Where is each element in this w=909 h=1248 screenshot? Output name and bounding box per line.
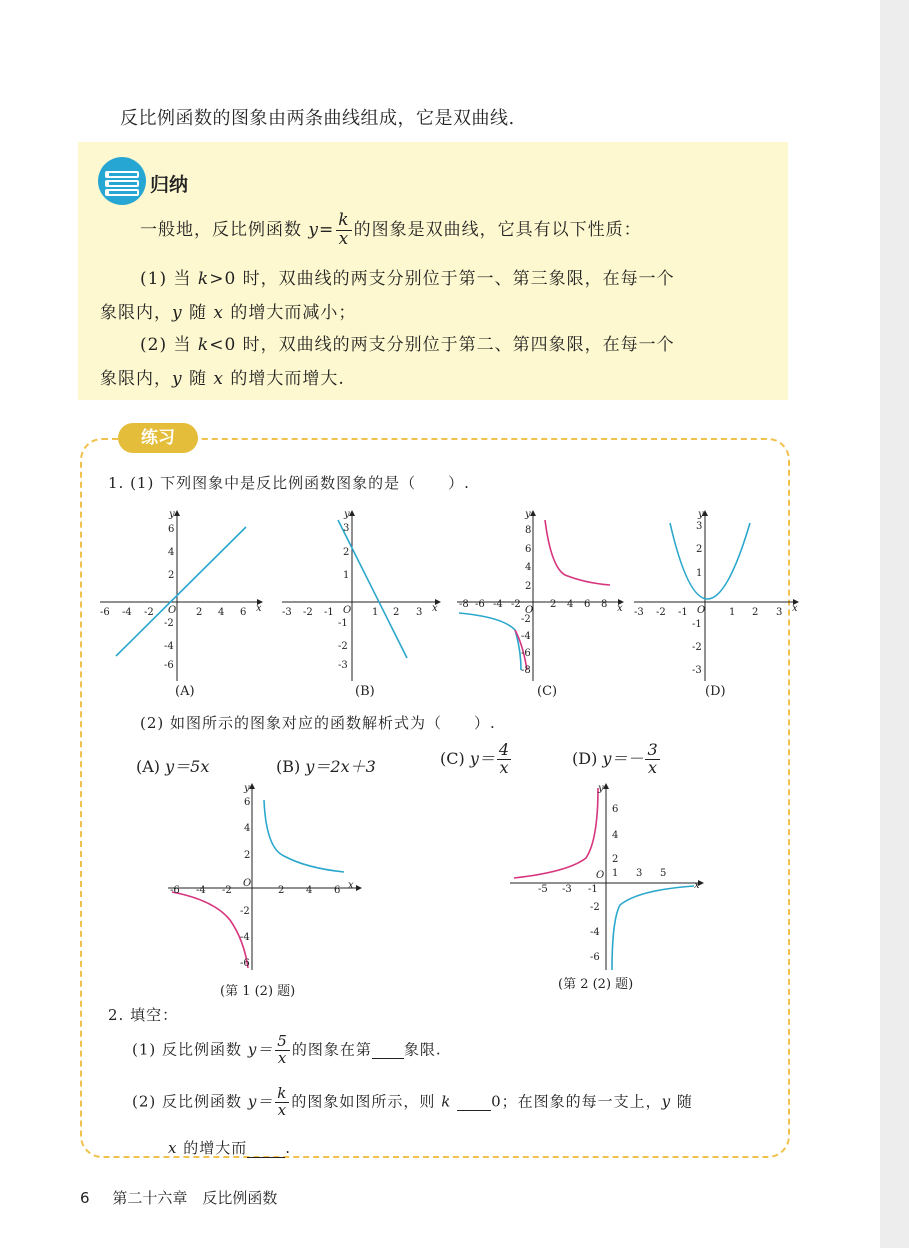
tick-label: -4 [122,607,132,618]
caption-d: (D) [705,684,726,699]
text: 的增大而 [183,1139,248,1157]
text: 的图象如图所示，则 [291,1092,436,1111]
graph-a [98,505,266,685]
text: (2) 反比例函数 [132,1092,243,1111]
figure-1-2 [166,780,366,975]
origin-label: O [243,878,252,889]
tick-label: -2 [240,906,250,917]
tick-label: -4 [521,631,531,642]
y-label: y [344,509,350,520]
eq: = [319,219,335,240]
text: 象限. [403,1040,442,1059]
den: x [277,1100,288,1119]
text: 0；在图象的每一支上， [491,1092,662,1111]
text: (1) 反比例函数 [132,1040,243,1059]
hyperbola-branch-1 [545,520,610,585]
y-label: y [169,509,175,520]
tick-label: 1 [343,570,350,581]
var-y: y [661,1092,672,1111]
answer-blank[interactable] [247,1139,285,1158]
caption-c: (C) [537,684,558,699]
text: 的图象在第 [291,1040,372,1059]
tick-label: -1 [338,618,348,629]
tick-label: 2 [196,607,203,618]
option-label: (B) [276,757,301,776]
practice-badge: 练习 [118,423,198,453]
tick-label: -2 [222,885,232,896]
question-2-1 [132,1034,442,1067]
graph-c [455,505,627,685]
hyperbola-branch-1 [264,800,344,872]
tick-label: -3 [338,660,348,671]
caption-b: (B) [355,684,375,699]
x-label: x [432,603,438,614]
tick-label: 4 [567,599,574,610]
origin-label: O [168,605,177,616]
tick-label: 3 [416,607,423,618]
option-expr: y＝－ [602,748,644,768]
fraction [275,1086,289,1119]
var-x: x [213,369,225,389]
tick-label: -4 [196,885,206,896]
tick-label: 6 [612,804,619,815]
origin-label: O [343,605,352,616]
expr: y＝ [247,1040,274,1059]
line-curve [116,527,246,656]
text: 象限内， [100,303,172,323]
y-label: y [525,509,531,520]
text: 象限内， [100,369,172,389]
figure-1-2-caption: (第 1 (2) 题) [220,984,296,999]
tick-label: 6 [525,544,532,555]
tick-label: -4 [590,927,600,938]
text: 一般地，反比例函数 [140,219,302,240]
summary-para [140,212,642,249]
num: k [338,210,350,230]
fraction [645,742,659,777]
tick-label: 5 [660,868,667,879]
text: <0 时，双曲线的两支分别位于第二、第四象限，在每一个 [209,335,675,355]
summary-title: 归纳 [150,174,189,196]
tick-label: 6 [240,607,247,618]
option-expr: y＝2x＋3 [305,757,376,776]
tick-label: -3 [634,607,644,618]
x-label: x [792,603,798,614]
fraction [497,742,511,777]
text: (1) 当 [140,269,192,289]
intro-text: 反比例函数的图象由两条曲线组成，它是双曲线. [120,108,515,129]
option-c [440,742,513,777]
question-1-2: (2) 如图所示的图象对应的函数解析式为（ ）. [140,714,496,732]
tick-label: 4 [306,885,313,896]
tick-label: 2 [696,544,703,555]
figure-2-2 [508,780,708,975]
tick-label: -6 [590,952,600,963]
tick-label: 6 [584,599,591,610]
tick-label: -4 [493,599,503,610]
tick-label: -1 [588,884,598,895]
var-x: x [213,303,225,323]
page-number: 6 [80,1189,90,1207]
tick-label: -6 [170,885,180,896]
tick-label: 2 [550,599,557,610]
expr: y＝ [247,1092,274,1111]
tick-label: 6 [168,524,175,535]
tick-label: -2 [521,614,531,625]
var-x: x [168,1139,178,1157]
tick-label: 2 [752,607,759,618]
var-k: k [197,269,210,289]
tick-label: 6 [244,797,251,808]
tick-label: -8 [459,599,469,610]
origin-label: O [525,605,534,616]
text: 的增大而增大. [230,369,345,389]
option-label: (C) [440,748,465,768]
tick-label: 3 [696,521,703,532]
tick-label: -2 [590,902,600,913]
fraction [275,1034,290,1067]
tick-label: 1 [729,607,736,618]
summary-item-2 [140,330,675,355]
tick-label: 4 [612,830,619,841]
text: 随 [189,369,208,389]
hyperbola-branch-2 [612,886,694,970]
tick-label: 2 [343,547,350,558]
var-y: y [172,369,183,389]
tick-label: -1 [678,607,688,618]
tick-label: -6 [100,607,110,618]
text: >0 时，双曲线的两支分别位于第一、第三象限，在每一个 [209,269,675,289]
y-label: y [244,783,250,794]
tick-label: -6 [240,958,250,969]
tick-label: -2 [656,607,666,618]
x-label: x [348,880,354,891]
hyperbola-branch-1 [514,788,598,878]
fraction-k-x [336,212,351,249]
tick-label: -6 [475,599,485,610]
book-icon [96,155,148,207]
tick-label: -2 [338,641,348,652]
caption-a: (A) [175,684,195,699]
den: x [338,228,350,249]
x-label: x [256,603,262,614]
tick-label: -8 [521,665,531,676]
tick-label: 2 [278,885,285,896]
tick-label: -1 [324,607,334,618]
tick-label: -4 [240,932,250,943]
tick-label: -6 [164,660,174,671]
tick-label: 2 [393,607,400,618]
text: 的增大而减小； [230,303,357,323]
origin-label: O [596,870,605,881]
option-d [572,742,662,777]
tick-label: -2 [164,618,174,629]
chapter-title: 第二十六章 反比例函数 [112,1189,278,1207]
hyperbola-branch-2 [459,613,521,670]
page-footer [80,1187,277,1208]
num: 4 [498,740,510,759]
var-k: k [441,1092,452,1111]
num: 5 [277,1032,288,1050]
answer-blank[interactable] [457,1092,491,1111]
tick-label: 4 [244,823,251,834]
tick-label: -6 [521,648,531,659]
den: x [277,1048,288,1067]
tick-label: -2 [144,607,154,618]
tick-label: 2 [244,850,251,861]
tick-label: -3 [282,607,292,618]
var-y: y [308,219,320,240]
var-y: y [172,303,183,323]
tick-label: 4 [168,547,175,558]
tick-label: 3 [343,523,350,534]
question-1-1: 1. (1) 下列图象中是反比例函数图象的是（ ）. [108,474,470,492]
question-2-2 [132,1086,693,1119]
text: 的图象是双曲线，它具有以下性质： [353,219,642,240]
summary-item-2-cont [100,364,345,389]
tick-label: 3 [636,868,643,879]
tick-label: 1 [372,607,379,618]
option-label: (A) [136,757,161,776]
tick-label: 8 [601,599,608,610]
tick-label: 2 [525,581,532,592]
tick-label: -3 [692,665,702,676]
tick-label: 2 [168,570,175,581]
page-edge [880,0,909,1248]
tick-label: 4 [525,562,532,573]
tick-label: -5 [538,884,548,895]
x-label: x [694,880,700,891]
tick-label: -1 [692,619,702,630]
line-curve [338,520,407,658]
text: 随 [676,1092,693,1111]
option-expr: y＝ [469,748,495,768]
den: x [499,757,509,777]
tick-label: -2 [692,642,702,653]
tick-label: 8 [525,525,532,536]
y-label: y [698,509,704,520]
summary-item-1 [140,264,675,289]
tick-label: -4 [164,641,174,652]
tick-label: -2 [303,607,313,618]
var-k: k [197,335,210,355]
tick-label: 2 [612,854,619,865]
text: 随 [189,303,208,323]
text: . [285,1139,292,1157]
den: x [648,757,658,777]
parabola-curve [670,523,750,599]
tick-label: 4 [218,607,225,618]
question-2: 2. 填空： [108,1006,179,1024]
option-b [276,754,376,777]
tick-label: 1 [696,568,703,579]
tick-label: 3 [776,607,783,618]
option-a [136,754,209,777]
origin-label: O [697,605,706,616]
num: k [277,1084,288,1102]
summary-item-1-cont [100,298,356,323]
graph-d [632,505,802,685]
x-label: x [617,603,623,614]
tick-label: 6 [334,885,341,896]
hyperbola-branch-2 [172,892,248,968]
option-label: (D) [572,748,598,768]
text: (2) 当 [140,335,192,355]
question-2-2-cont [168,1137,291,1158]
tick-label: 1 [612,868,619,879]
graph-b [280,505,445,685]
figure-2-2-caption: (第 2 (2) 题) [558,977,634,992]
tick-label: -2 [511,599,521,610]
option-expr: y＝5x [165,757,210,776]
tick-label: -3 [562,884,572,895]
num: 3 [647,740,658,759]
y-label: y [598,783,604,794]
answer-blank[interactable] [372,1040,404,1059]
